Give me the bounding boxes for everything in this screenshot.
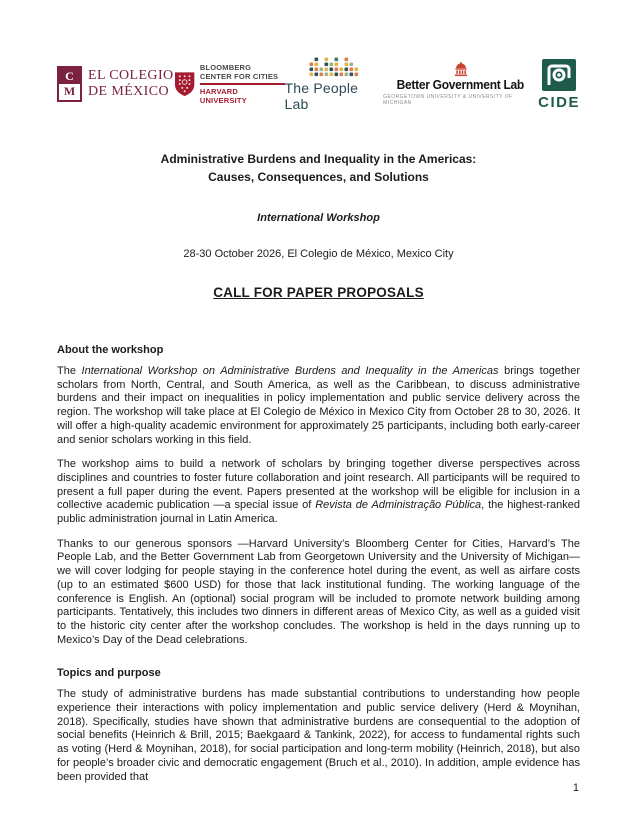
title-line1: Administrative Burdens and Inequality in the Americas: [160,152,477,166]
harvard-university-label: HARVARD UNIVERSITY [200,83,285,105]
section-heading: Topics and purpose [57,667,161,680]
paragraph-text-run: The study of administrative burdens has made substantial contributions to understanding how people experience their interactions with policy implementation and public service delivery (Herd & Moynihan, 2018). Specifically, studies have shown that administrative burdens are consequential to the adoption of social benefits (Heinrich & Brill, 2015; Baekgaard & Tankink, 2022), for access to fundamental rights such as voting (Herd & Moynihan, 2018), for social participation and long-term mobility (Heinrich, 2018), but also for people’s broader civic and democratic engagement (Bruch et al., 2010). In addition, ample evidence has been provided that [57,688,580,783]
colmex-monogram-m: M [63,84,76,98]
paragraph-text-run: The workshop aims to build a network of scholars by bringing together diverse perspectives across disciplines and countries to foster future collaboration and joint research. All participants will be required to present a full paper during the event. Papers presented at the workshop will be eligible for inclusion in a collective academic publication —a special issue of [57,458,580,512]
cide-wordmark: CIDE [538,93,580,111]
bloomberg-line1: BLOOMBERG [199,63,252,72]
paragraph-text-run: The [57,365,82,377]
call-for-proposals-heading: CALL FOR PAPER PROPOSALS [213,285,424,300]
better-government-lab-logo [383,62,538,106]
paragraph [57,365,580,447]
capitol-icon [452,62,470,77]
colmex-name-line2: DE MÉXICO [88,84,169,99]
cide-logo [538,58,580,111]
colmex-monogram-c: C [59,68,80,84]
people-lab-dots-icon [309,57,359,77]
harvard-shield-icon [174,71,195,97]
document-sections [57,344,580,784]
document-header [57,151,580,300]
cide-spiral-icon [541,58,577,92]
paragraph [57,688,580,784]
paragraph [57,458,580,527]
people-lab-logo [285,57,384,112]
colmex-monogram-icon [57,66,82,102]
bgl-wordmark: Better Government Lab [396,78,525,92]
colmex-logo [57,66,174,102]
section-heading: About the workshop [57,344,164,356]
page-number: 1 [572,782,579,794]
workshop-subtitle: International Workshop [257,212,380,224]
bloomberg-wordmark [200,63,285,105]
bloomberg-line2: CENTER FOR CITIES [199,72,279,81]
sponsor-logo-band [57,54,580,114]
paragraph-text-run: brings together scholars from North, Central, and South America, as well as the Caribbean, to discuss administrative burdens and their impact on inequalities in policy implementation and public service delivery across the region. The workshop will take place at El Colegio de México in Mexico City from October 28 to 30, 2026. It will offer a high-quality academic environment for approximately 25 participants, including both early-career and senior scholars working in this field. [57,365,580,446]
bloomberg-center-logo [174,63,285,105]
document-title [57,151,580,186]
paragraph-italic-run: Revista de Administração Pública [315,499,482,512]
paragraph-text-run: Thanks to our generous sponsors —Harvard University’s Bloomberg Center for Cities, Harvard’s The People Lab, and the Better Government Lab from Georgetown University and the University of Michigan— we will cover lodging for people staying in the conference hotel during the event, as well as airfare costs (up to an estimated $600 USD) for those that lack institutional funding. The working language of the conference is English. An (optional) social program will be included to promote network building among participants. Tentatively, this includes two dinners in different areas of Mexico City, as well as a guided visit to the historic city center after the workshop concludes. The workshop is held in the days running up to Mexico’s Day of the Dead celebrations. [57,537,580,646]
people-lab-wordmark: The People Lab [284,79,359,112]
paragraph-italic-run: International Workshop on Administrative Burdens and Inequality in the Americas [81,365,499,377]
title-line2: Causes, Consequences, and Solutions [208,169,429,184]
colmex-name-line1: EL COLEGIO [88,68,174,83]
bgl-affiliation: GEORGETOWN UNIVERSITY & UNIVERSITY OF MICHIGAN [383,94,513,106]
paragraph [57,538,580,648]
paragraph-text-run: , the highest-ranked public administration journal in Latin America. [57,499,580,526]
colmex-wordmark [88,68,174,100]
date-location-line: 28-30 October 2026, El Colegio de México, Mexico City [183,248,454,260]
